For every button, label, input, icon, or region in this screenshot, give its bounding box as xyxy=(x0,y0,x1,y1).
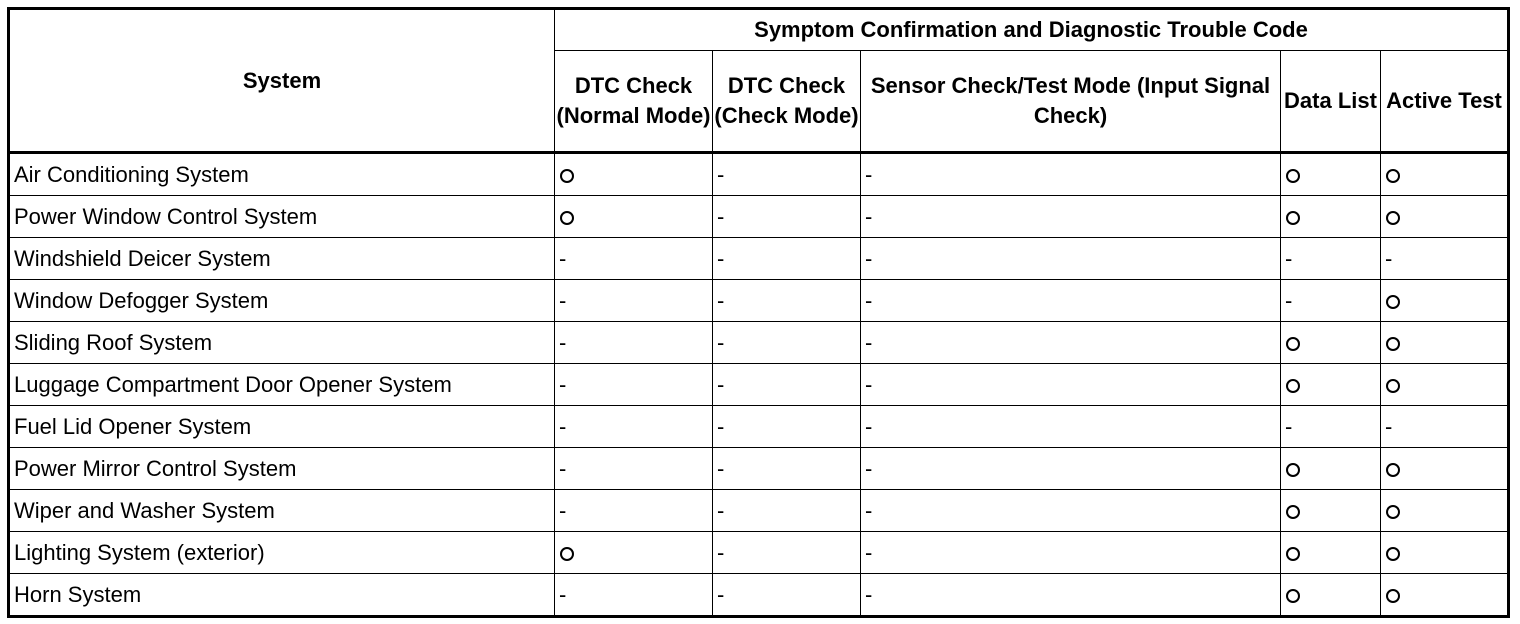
sensor-check-cell xyxy=(861,574,1281,617)
table-row xyxy=(9,490,1509,532)
dtc-check-normal-cell xyxy=(555,153,713,196)
table-row xyxy=(9,364,1509,406)
dtc-check-normal-cell xyxy=(555,322,713,364)
not-available-dash: - xyxy=(717,456,725,482)
sensor-check-cell xyxy=(861,153,1281,196)
table-row xyxy=(9,238,1509,280)
system-name-cell: Window Defogger System xyxy=(9,280,555,322)
not-available-dash: - xyxy=(717,372,725,398)
sensor-check-header: Sensor Check/Test Mode (Input Signal Check) xyxy=(861,51,1281,153)
table-row xyxy=(9,280,1509,322)
available-circle-icon xyxy=(1386,295,1400,309)
data-list-cell xyxy=(1281,364,1381,406)
system-name-cell: Sliding Roof System xyxy=(9,322,555,364)
active-test-cell xyxy=(1381,406,1509,448)
data-list-cell xyxy=(1281,322,1381,364)
data-list-cell xyxy=(1281,280,1381,322)
not-available-dash: - xyxy=(1285,414,1293,440)
dtc-check-check-mode-cell xyxy=(713,153,861,196)
not-available-dash: - xyxy=(717,414,725,440)
dtc-check-normal-cell xyxy=(555,490,713,532)
not-available-dash: - xyxy=(559,456,567,482)
data-list-cell xyxy=(1281,574,1381,617)
dtc-check-normal-cell xyxy=(555,532,713,574)
available-circle-icon xyxy=(1286,547,1300,561)
available-circle-icon xyxy=(1386,337,1400,351)
available-circle-icon xyxy=(1286,463,1300,477)
available-circle-icon xyxy=(1386,379,1400,393)
dtc-check-check-mode-cell xyxy=(713,406,861,448)
not-available-dash: - xyxy=(865,498,873,524)
available-circle-icon xyxy=(560,547,574,561)
active-test-cell xyxy=(1381,448,1509,490)
table-body xyxy=(9,153,1509,617)
not-available-dash: - xyxy=(1385,246,1393,272)
system-name-cell: Power Window Control System xyxy=(9,196,555,238)
not-available-dash: - xyxy=(865,288,873,314)
system-name-cell: Lighting System (exterior) xyxy=(9,532,555,574)
not-available-dash: - xyxy=(717,330,725,356)
data-list-cell xyxy=(1281,532,1381,574)
not-available-dash: - xyxy=(1385,414,1393,440)
available-circle-icon xyxy=(1286,589,1300,603)
available-circle-icon xyxy=(1286,505,1300,519)
table-row xyxy=(9,448,1509,490)
available-circle-icon xyxy=(1286,169,1300,183)
available-circle-icon xyxy=(560,169,574,183)
not-available-dash: - xyxy=(865,540,873,566)
dtc-check-check-mode-cell xyxy=(713,574,861,617)
available-circle-icon xyxy=(1386,211,1400,225)
dtc-check-check-mode-cell xyxy=(713,490,861,532)
dtc-check-check-mode-cell xyxy=(713,238,861,280)
not-available-dash: - xyxy=(865,414,873,440)
not-available-dash: - xyxy=(865,204,873,230)
active-test-cell xyxy=(1381,490,1509,532)
system-name-cell: Fuel Lid Opener System xyxy=(9,406,555,448)
available-circle-icon xyxy=(1386,505,1400,519)
system-name-cell: Wiper and Washer System xyxy=(9,490,555,532)
system-name-cell: Luggage Compartment Door Opener System xyxy=(9,364,555,406)
active-test-cell xyxy=(1381,196,1509,238)
not-available-dash: - xyxy=(559,498,567,524)
system-name-cell: Power Mirror Control System xyxy=(9,448,555,490)
available-circle-icon xyxy=(560,211,574,225)
data-list-cell xyxy=(1281,153,1381,196)
table-row xyxy=(9,196,1509,238)
available-circle-icon xyxy=(1386,463,1400,477)
dtc-check-check-mode-cell xyxy=(713,448,861,490)
not-available-dash: - xyxy=(717,204,725,230)
available-circle-icon xyxy=(1286,211,1300,225)
dtc-check-normal-cell xyxy=(555,574,713,617)
system-name-cell: Air Conditioning System xyxy=(9,153,555,196)
not-available-dash: - xyxy=(559,288,567,314)
system-name-cell: Windshield Deicer System xyxy=(9,238,555,280)
dtc-check-normal-cell xyxy=(555,406,713,448)
not-available-dash: - xyxy=(717,162,725,188)
sensor-check-cell xyxy=(861,448,1281,490)
not-available-dash: - xyxy=(1285,288,1293,314)
sensor-check-cell xyxy=(861,280,1281,322)
active-test-cell xyxy=(1381,238,1509,280)
available-circle-icon xyxy=(1386,169,1400,183)
not-available-dash: - xyxy=(717,582,725,608)
not-available-dash: - xyxy=(1285,246,1293,272)
active-test-cell xyxy=(1381,574,1509,617)
dtc-check-normal-cell xyxy=(555,364,713,406)
dtc-check-check-mode-cell xyxy=(713,322,861,364)
dtc-check-normal-cell xyxy=(555,448,713,490)
symptom-confirmation-group-header: Symptom Confirmation and Diagnostic Trouble Code xyxy=(555,9,1509,51)
not-available-dash: - xyxy=(865,456,873,482)
active-test-cell xyxy=(1381,532,1509,574)
available-circle-icon xyxy=(1286,337,1300,351)
table-row xyxy=(9,153,1509,196)
not-available-dash: - xyxy=(559,372,567,398)
not-available-dash: - xyxy=(717,246,725,272)
data-list-cell xyxy=(1281,238,1381,280)
not-available-dash: - xyxy=(865,372,873,398)
dtc-check-check-mode-cell xyxy=(713,532,861,574)
table-row xyxy=(9,322,1509,364)
active-test-cell xyxy=(1381,364,1509,406)
sensor-check-cell xyxy=(861,490,1281,532)
diagnostic-function-table xyxy=(7,7,1510,618)
not-available-dash: - xyxy=(559,582,567,608)
dtc-check-check-mode-header: DTC Check (Check Mode) xyxy=(713,51,861,153)
not-available-dash: - xyxy=(559,246,567,272)
system-column-header: System xyxy=(9,9,555,153)
not-available-dash: - xyxy=(559,330,567,356)
dtc-check-normal-header: DTC Check (Normal Mode) xyxy=(555,51,713,153)
not-available-dash: - xyxy=(865,246,873,272)
dtc-check-normal-cell xyxy=(555,280,713,322)
data-list-cell xyxy=(1281,490,1381,532)
available-circle-icon xyxy=(1386,547,1400,561)
not-available-dash: - xyxy=(865,330,873,356)
active-test-cell xyxy=(1381,322,1509,364)
not-available-dash: - xyxy=(717,540,725,566)
not-available-dash: - xyxy=(717,498,725,524)
available-circle-icon xyxy=(1286,379,1300,393)
data-list-cell xyxy=(1281,196,1381,238)
not-available-dash: - xyxy=(865,582,873,608)
dtc-check-check-mode-cell xyxy=(713,196,861,238)
sensor-check-cell xyxy=(861,322,1281,364)
not-available-dash: - xyxy=(559,414,567,440)
dtc-check-check-mode-cell xyxy=(713,364,861,406)
dtc-check-normal-cell xyxy=(555,196,713,238)
active-test-header: Active Test xyxy=(1381,51,1509,153)
dtc-check-normal-cell xyxy=(555,238,713,280)
data-list-cell xyxy=(1281,406,1381,448)
sensor-check-cell xyxy=(861,532,1281,574)
available-circle-icon xyxy=(1386,589,1400,603)
data-list-cell xyxy=(1281,448,1381,490)
sensor-check-cell xyxy=(861,364,1281,406)
sensor-check-cell xyxy=(861,406,1281,448)
active-test-cell xyxy=(1381,280,1509,322)
not-available-dash: - xyxy=(865,162,873,188)
active-test-cell xyxy=(1381,153,1509,196)
table-row xyxy=(9,406,1509,448)
sensor-check-cell xyxy=(861,196,1281,238)
not-available-dash: - xyxy=(717,288,725,314)
dtc-check-check-mode-cell xyxy=(713,280,861,322)
sensor-check-cell xyxy=(861,238,1281,280)
system-name-cell: Horn System xyxy=(9,574,555,617)
data-list-header: Data List xyxy=(1281,51,1381,153)
table-row xyxy=(9,532,1509,574)
table-row xyxy=(9,574,1509,617)
